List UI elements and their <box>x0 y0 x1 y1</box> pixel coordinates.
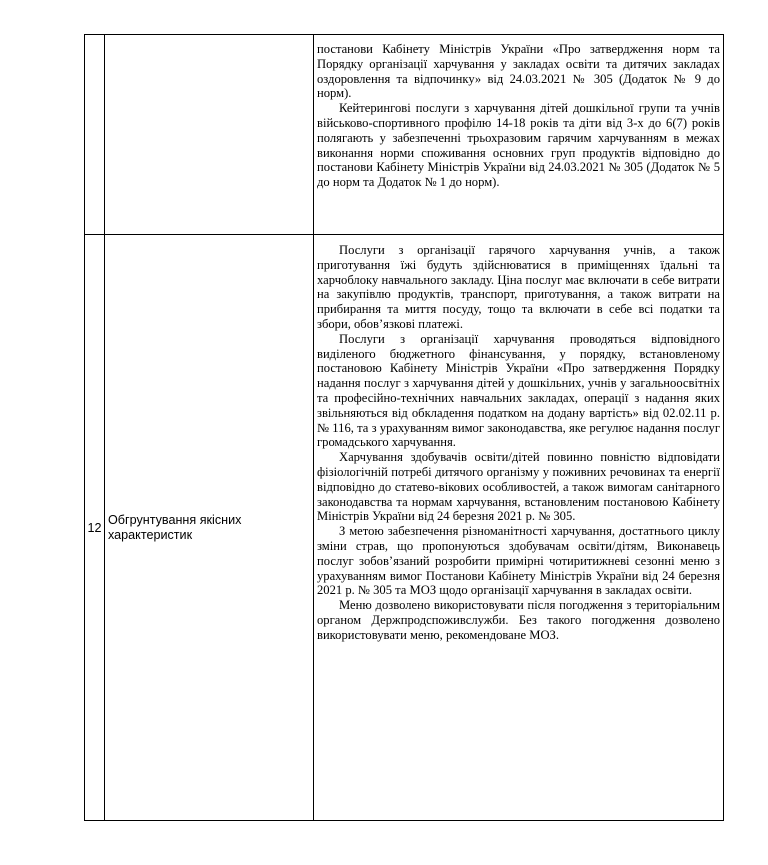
row-number-cell <box>85 35 105 235</box>
table-row <box>85 235 724 821</box>
description-paragraph: Послуги з організації гарячого харчування учнів, а також приготування їжі будуть здійснюватися в приміщеннях їдальні та харчоблоку навчального закладу. Ціна послуг має включати в себе витрати на закупівлю продуктів, транспорт, приготування, а також витрати на прибирання та миття посуду, тощо та включати в себе всі податки та збори, обов’язкові платежі. <box>317 243 720 331</box>
description-paragraph: Меню дозволено використовувати після погодження з територіальним органом Держпродспоживслужби. Без такого погодження дозволено використовувати меню, рекомендоване МОЗ. <box>317 598 720 642</box>
row-description-cell <box>314 35 724 235</box>
description-paragraph: Кейтерингові послуги з харчування дітей дошкільної групи та учнів військово-спортивного профілю 14-18 років та діти від 3-х до 6(7) років полягають у забезпеченні трьохразовим гарячим харчуванням в межах виконання норми споживання основних груп продуктів відповідно до постанови Кабінету Міністрів України від 24.03.2021 № 305 (Додаток № 5 до норм та Додаток № 1 до норм). <box>317 101 720 190</box>
description-paragraph: Харчування здобувачів освіти/дітей повинно повністю відповідати фізіологічній потребі дитячого організму у поживних речовинах та енергії відповідно до статево-вікових особливостей, а також вимогам санітарного законодавства та нормам харчування, встановленим постановою Кабінету Міністрів України від 24 березня 2021 р. № 305. <box>317 450 720 524</box>
row-description-cell <box>314 235 724 821</box>
row-name-cell <box>105 35 314 235</box>
description-paragraph: постанови Кабінету Міністрів України «Про затвердження норм та Порядку організації харчування у закладах освіти та дитячих закладах оздоровлення та відпочинку» від 24.03.2021 № 305 (Додаток № 9 до норм). <box>317 42 720 101</box>
row-number-cell: 12 <box>85 235 105 821</box>
description-paragraph: Послуги з організації харчування проводяться відповідного виділеного бюджетного фінансування, у порядку, встановленому постановою Кабінету Міністрів України «Про затвердження Порядку надання послуг з харчування дітей у дошкільних, учнів у загальноосвітніх та професійно-технічних навчальних закладах, операції з надання яких звільняються від обкладення податком на додану вартість» від 02.02.11 р. № 116, та з урахуванням вимог законодавства, яке регулює надання послуг громадського харчування. <box>317 331 720 450</box>
table-row <box>85 35 724 235</box>
requirements-table <box>84 34 724 821</box>
description-paragraph: З метою забезпечення різноманітності харчування, достатнього циклу зміни страв, що пропонуються здобувачам освіти/дітям, Виконавець послуг зобов’язаний розробити примірні чотиритижневі сезонні меню з урахуванням вимог Постанови Кабінету Міністрів України від 24 березня 2021 р. № 305 та МОЗ щодо організації харчування в закладах освіти. <box>317 524 720 598</box>
row-name-cell: Обгрунтування якісних характеристик <box>105 235 314 821</box>
